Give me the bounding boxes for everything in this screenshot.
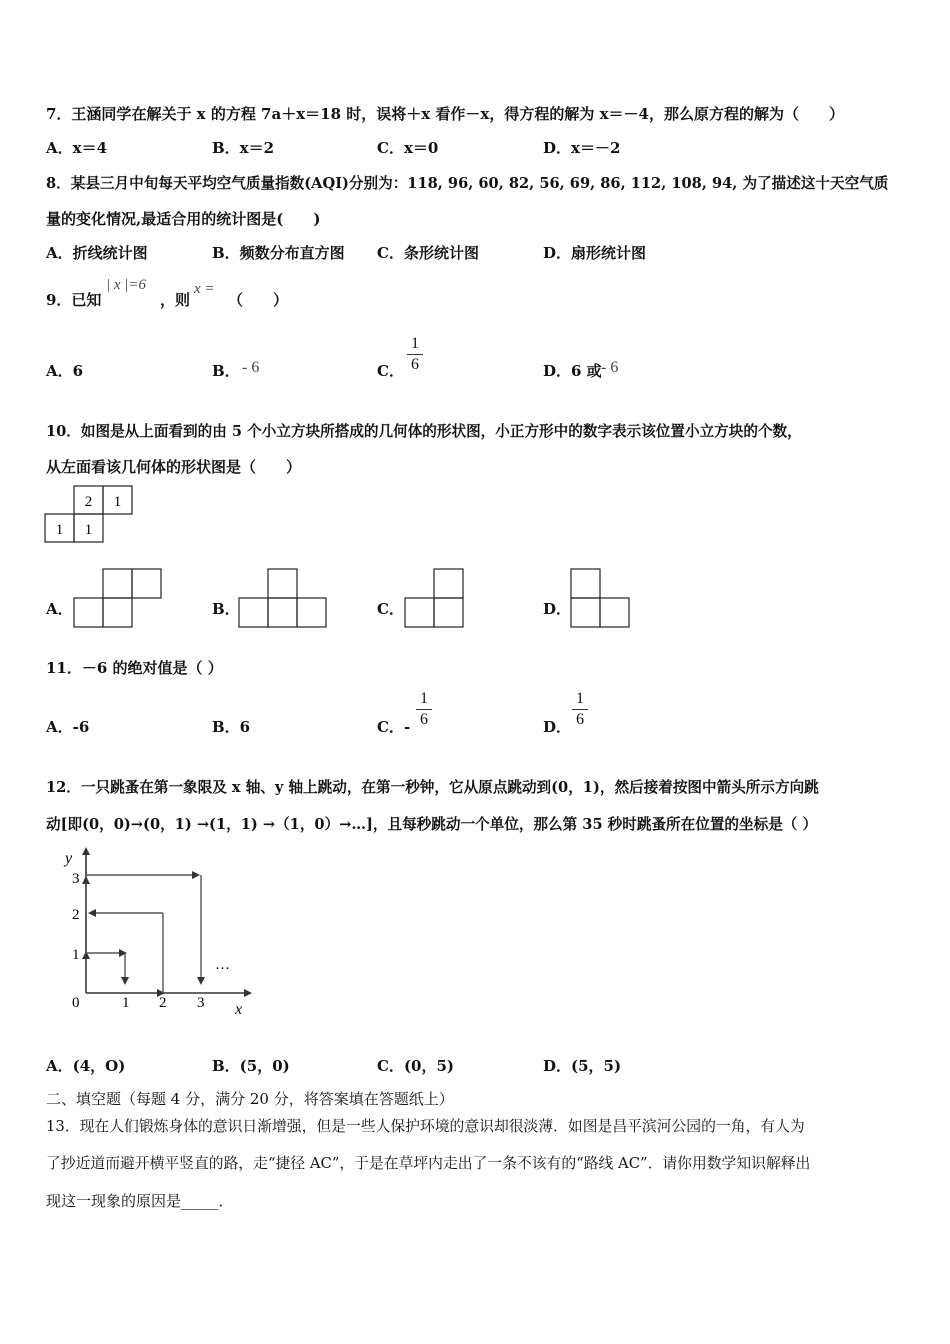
q11-option-d-fraction [572, 690, 588, 729]
q9-mid: ，则 [160, 291, 191, 309]
q7-stem: 7．王涵同学在解关于 x 的方程 7a＋x＝18 时，误将＋x 看作－x，得方程的解为 x＝－4，那么原方程的解为（ ） [46, 105, 844, 123]
grid-cell-top-right: 1 [113, 494, 122, 510]
q9-abs-expression: | x |=6 [106, 277, 147, 293]
q9-prefix: 9．已知 [46, 291, 102, 309]
y-tick-3: 3 [72, 871, 80, 887]
q12-option-c[interactable]: C．(0，5) [377, 1057, 455, 1075]
x-axis-label: x [235, 1001, 243, 1018]
y-tick-2: 2 [72, 907, 80, 923]
grid-cell-bottom-mid: 1 [84, 522, 93, 538]
fraction-numerator: 1 [576, 690, 584, 707]
grid-cell-top-left: 2 [84, 494, 93, 510]
q13-stem-line2: 了抄近道而避开横平竖直的路，走“捷径 AC”，于是在草坪内走出了一条不该有的“路线 AC”．请你用数学知识解释出 [46, 1155, 811, 1172]
x-tick-1: 1 [122, 995, 130, 1011]
q11-option-c-label[interactable]: C．- [377, 718, 411, 736]
q9-suffix: （ ） [228, 291, 289, 309]
q9-option-c-label[interactable]: C． [377, 362, 404, 380]
q10-stem-line1: 10．如图是从上面看到的由 5 个小立方块所搭成的几何体的形状图，小正方形中的数字表示该位置小立方块的个数， [46, 423, 802, 440]
q9-x-expression: x = [194, 281, 215, 297]
q10-option-b-shape[interactable] [238, 568, 328, 630]
fraction-numerator: 1 [420, 690, 428, 707]
q11-option-a[interactable]: A．-6 [46, 718, 90, 736]
x-tick-2: 2 [159, 995, 167, 1011]
q10-option-d-shape[interactable] [570, 568, 632, 630]
q7-option-d[interactable]: D．x＝－2 [543, 139, 621, 157]
q10-option-b-label[interactable]: B． [212, 600, 240, 618]
q10-option-c-label[interactable]: C． [377, 600, 404, 618]
origin-label: 0 [72, 995, 80, 1011]
q10-stem-line2: 从左面看该几何体的形状图是（ ） [46, 458, 302, 476]
q12-option-b[interactable]: B．(5，0) [212, 1057, 290, 1075]
q9-option-a[interactable]: A．6 [46, 362, 84, 380]
q9-option-d-value: - 6 [601, 359, 619, 376]
grid-cell-bottom-left: 1 [55, 522, 64, 538]
q8-stem-line2: 量的变化情况,最适合用的统计图是( ) [46, 210, 321, 228]
fraction-numerator: 1 [411, 335, 419, 352]
q8-option-d[interactable]: D．扇形统计图 [543, 244, 647, 262]
q11-option-b[interactable]: B．6 [212, 718, 251, 736]
fraction-denominator: 6 [411, 356, 419, 373]
q10-option-d-label[interactable]: D． [543, 600, 572, 618]
q10-option-a-label[interactable]: A． [46, 600, 73, 618]
q8-stem-line1: 8．某县三月中旬每天平均空气质量指数(AQI)分别为：118, 96, 60, 82, 56, 69, 86, 112, 108, 94, 为了描述这十天空气质 [46, 175, 889, 192]
q10-option-a-shape[interactable] [73, 568, 163, 630]
fraction-denominator: 6 [420, 711, 428, 728]
fraction-denominator: 6 [576, 711, 584, 728]
q10-option-c-shape[interactable] [404, 568, 466, 630]
q8-option-c[interactable]: C．条形统计图 [377, 244, 479, 262]
y-axis-label: y [65, 850, 73, 867]
continuation-dots: … [215, 957, 230, 973]
q9-option-b-value: - 6 [242, 359, 260, 376]
section-2-title: 二、填空题（每题 4 分，满分 20 分，将答案填在答题纸上） [46, 1090, 454, 1108]
q11-option-c-fraction [416, 690, 432, 729]
q12-option-d[interactable]: D．(5，5) [543, 1057, 622, 1075]
q9-option-b-label[interactable]: B． [212, 362, 240, 380]
q9-option-c-fraction [407, 335, 423, 374]
q8-option-a[interactable]: A．折线统计图 [46, 244, 148, 262]
x-tick-3: 3 [197, 995, 205, 1011]
q8-option-b[interactable]: B．频数分布直方图 [212, 244, 345, 262]
q12-stem-line1: 12．一只跳蚤在第一象限及 x 轴、y 轴上跳动，在第一秒钟，它从原点跳动到(0，1)，然后接着按图中箭头所示方向跳 [46, 779, 819, 796]
q7-option-c[interactable]: C．x＝0 [377, 139, 439, 157]
q13-stem-line1: 13．现在人们锻炼身体的意识日渐增强，但是一些人保护环境的意识却很淡薄．如图是昌平滨河公园的一角，有人为 [46, 1118, 805, 1135]
y-tick-1: 1 [72, 947, 80, 963]
q11-stem: 11．－6 的绝对值是（ ） [46, 659, 223, 677]
q12-stem-line2: 动[即(0，0)→(0，1) →(1，1) →（1，0）→…]，且每秒跳动一个单位，那么第 35 秒时跳蚤所在位置的坐标是（ ） [46, 816, 818, 833]
q10-top-view-grid [44, 485, 136, 545]
q11-option-d-label[interactable]: D． [543, 718, 572, 736]
q12-flea-path-graph [55, 843, 260, 1023]
q7-option-b[interactable]: B．x＝2 [212, 139, 275, 157]
q7-option-a[interactable]: A．x＝4 [46, 139, 108, 157]
q13-stem-line3: 现这一现象的原因是_____． [46, 1192, 234, 1210]
q12-option-a[interactable]: A．(4，O) [46, 1057, 126, 1075]
q9-option-d-label[interactable]: D．6 或 [543, 362, 602, 380]
